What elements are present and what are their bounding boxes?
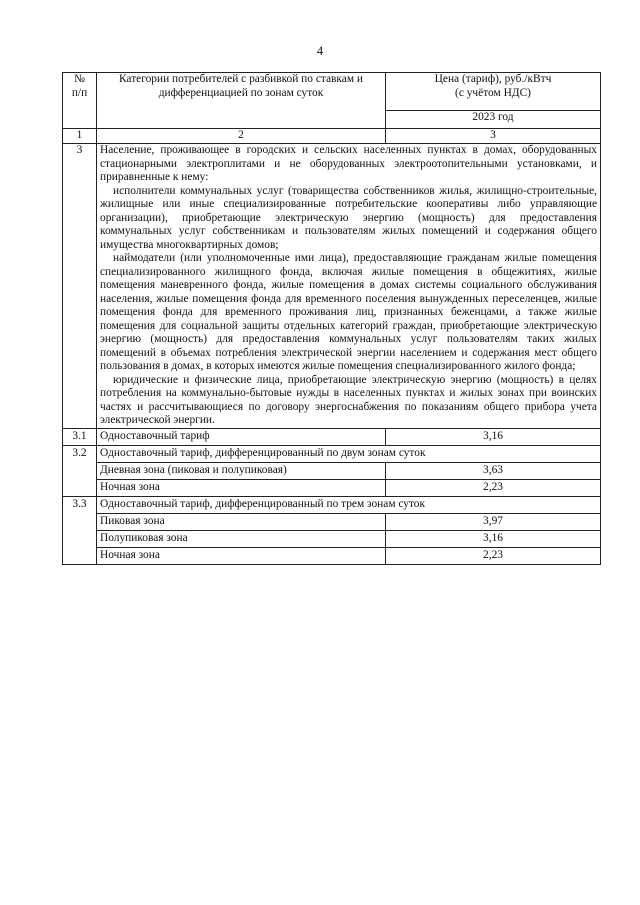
table-row: [63, 428, 601, 445]
row-number: 3.3: [63, 496, 97, 564]
row-label: Ночная зона: [97, 479, 386, 496]
row-value: 3,16: [386, 428, 601, 445]
header-year: 2023 год: [386, 110, 601, 128]
row-label: Полупиковая зона: [97, 530, 386, 547]
header-price: Цена (тариф), руб./кВтч (с учётом НДС): [386, 73, 601, 111]
row-value: 2,23: [386, 479, 601, 496]
row-value: 3,63: [386, 462, 601, 479]
column-index-2: 2: [97, 129, 386, 144]
section-3-paragraph: наймодатели (или уполномоченные ими лица), предоставляющие гражданам жилые помещения специализированного жилищного фонда, включая жилые помещения в общежитиях, жилые помещения маневренного фонда, жилые помещения в домах системы социального обслуживания населения, жилые помещения фонда для временного поселения вынужденных переселенцев, жилые помещения фонда для временного проживания лиц, признанных беженцами, а также жилые помещения для социальной защиты отдельных категорий граждан, приобретающие электрическую энергию (мощность) для предоставления коммунальных услуг пользователям таких жилых помещений в объемах потребления электрической энергии населением и содержания мест общего пользования в домах, в которых имеются жилые помещения специализированного жилого фонда;: [100, 252, 597, 372]
table-row: [63, 462, 601, 479]
table-row: [63, 496, 601, 513]
page-number: 4: [316, 44, 324, 58]
row-value: 3,97: [386, 513, 601, 530]
section-3-paragraph: юридические и физические лица, приобретающие электрическую энергию (мощность) в целях потребления на коммунально-бытовые нужды в населенных пунктах и жилых зонах при воинских частях и рассчитывающиеся по договору энергоснабжения по показаниям общего прибора учета электрической энергии.: [100, 373, 597, 426]
table-row: [63, 513, 601, 530]
column-index-1: 1: [63, 129, 97, 144]
tariff-table: [62, 72, 601, 565]
row-label: Дневная зона (пиковая и полупиковая): [97, 462, 386, 479]
row-label: Пиковая зона: [97, 513, 386, 530]
row-label: Одноставочный тариф, дифференцированный по трем зонам суток: [97, 496, 601, 513]
row-number: 3.1: [63, 428, 97, 445]
row-value: 2,23: [386, 547, 601, 564]
row-label: Ночная зона: [97, 547, 386, 564]
section-3-paragraph: исполнители коммунальных услуг (товарищества собственников жилья, жилищно-строительные, жилищные или иные специализированные потребительские кооперативы либо управляющие организации), приобретающие электрическую энергию (мощность) для предоставления коммунальных услуг собственникам и пользователям жилых помещений и содержания общего имущества многоквартирных домов;: [100, 184, 597, 251]
table-row: [63, 547, 601, 564]
header-category: Категории потребителей с разбивкой по ставкам и дифференциацией по зонам суток: [97, 73, 386, 129]
section-3-description: [97, 144, 601, 429]
table-row: [63, 479, 601, 496]
section-3-paragraph: Население, проживающее в городских и сельских населенных пунктах в домах, оборудованных стационарными электроплитами и не оборудованных электроотопительными установками, и приравненные к нему:: [100, 144, 597, 183]
section-3-number: 3: [63, 144, 97, 429]
table-row: [63, 530, 601, 547]
row-number: 3.2: [63, 445, 97, 496]
row-label: Одноставочный тариф: [97, 428, 386, 445]
column-index-row: [63, 129, 601, 144]
column-index-3: 3: [386, 129, 601, 144]
row-value: 3,16: [386, 530, 601, 547]
section-3-row: [63, 144, 601, 429]
table-row: [63, 445, 601, 462]
header-number: № п/п: [63, 73, 97, 129]
row-label: Одноставочный тариф, дифференцированный по двум зонам суток: [97, 445, 601, 462]
